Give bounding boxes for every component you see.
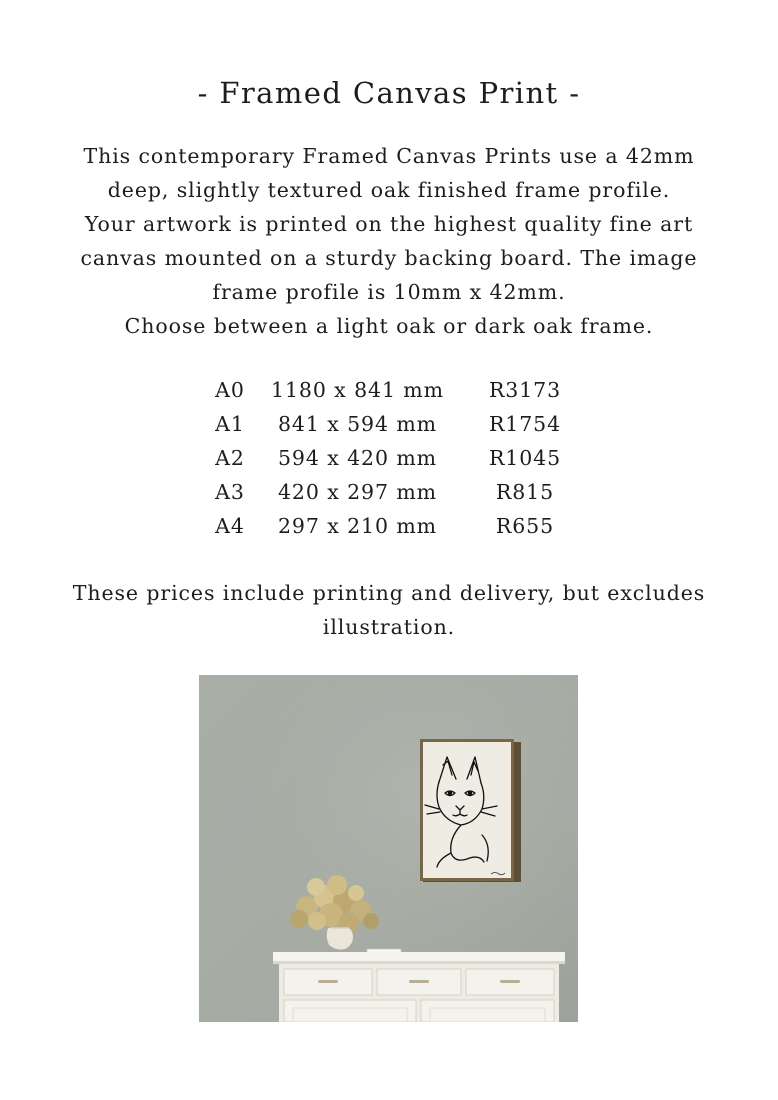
description-line: This contemporary Framed Canvas Prints use a 42mm (83, 144, 695, 168)
size-cell: A1 (215, 412, 245, 436)
dimensions-cell: 1180 x 841 mm (271, 378, 444, 402)
pricing-note (30, 576, 748, 644)
price-table (195, 373, 600, 543)
dimensions-cell: 420 x 297 mm (277, 480, 438, 504)
dimensions-cell: 297 x 210 mm (277, 514, 438, 538)
table-row (195, 475, 600, 509)
size-cell: A4 (215, 514, 245, 538)
price-cell: R1754 (488, 412, 562, 436)
description-line: frame profile is 10mm x 42mm. (212, 280, 566, 304)
price-cell: R815 (495, 480, 555, 504)
page-title: - Framed Canvas Print - (197, 76, 581, 110)
framed-print (420, 739, 521, 882)
size-cell: A0 (215, 378, 245, 402)
price-cell: R655 (495, 514, 555, 538)
size-cell: A2 (215, 446, 245, 470)
dimensions-cell: 841 x 594 mm (277, 412, 438, 436)
dresser (273, 952, 565, 1022)
description-line: Your artwork is printed on the highest quality fine art (84, 212, 694, 236)
table-row (195, 441, 600, 475)
product-mockup-photo (199, 675, 578, 1022)
price-cell: R3173 (488, 378, 562, 402)
table-row (195, 373, 600, 407)
description-line: deep, slightly textured oak finished frame profile. (107, 178, 671, 202)
dimensions-cell: 594 x 420 mm (277, 446, 438, 470)
description-line: Choose between a light oak or dark oak frame. (124, 314, 654, 338)
note-line: These prices include printing and delivery, but excludes (72, 581, 706, 605)
description-line: canvas mounted on a sturdy backing board. The image (80, 246, 698, 270)
product-description (40, 139, 738, 343)
price-cell: R1045 (488, 446, 562, 470)
table-row (195, 509, 600, 543)
table-row (195, 407, 600, 441)
size-cell: A3 (215, 480, 245, 504)
note-line: illustration. (322, 615, 456, 639)
